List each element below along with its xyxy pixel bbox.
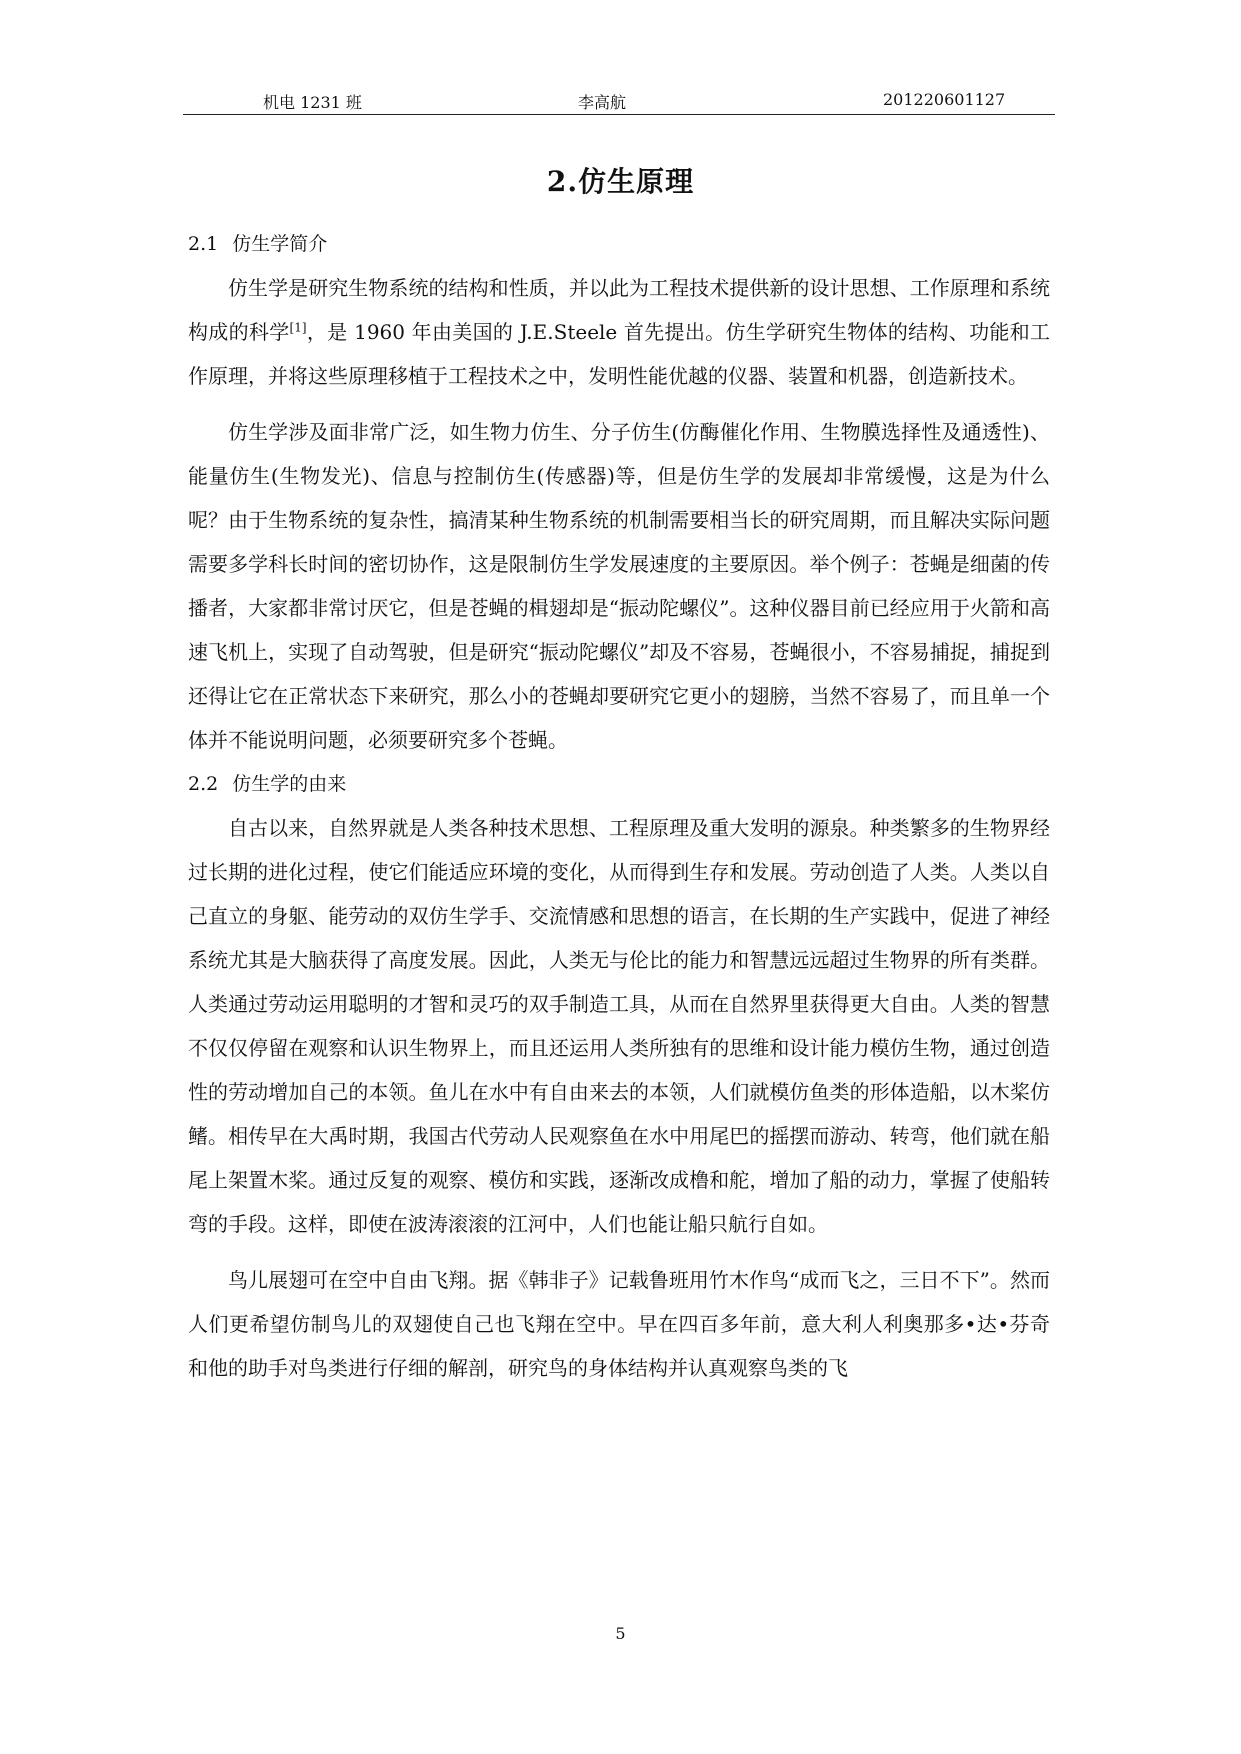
section-title: 仿生学的由来 <box>232 773 347 795</box>
section-number: 2.1 <box>188 233 219 255</box>
section-heading-2-1 <box>188 222 1050 266</box>
header-class-label: 机电 1231 班 <box>263 93 362 112</box>
section-heading-2-2 <box>188 762 1050 806</box>
section-number: 2.2 <box>188 773 219 795</box>
citation-ref: [1] <box>289 320 307 335</box>
section-title: 仿生学简介 <box>232 233 328 255</box>
paragraph: 自古以来，自然界就是人类各种技术思想、工程原理及重大发明的源泉。种类繁多的生物界经过长期的进化过程，使它们能适应环境的变化，从而得到生存和发展。劳动创造了人类。人类以自己直立的身躯、能劳动的双仿生学手、交流情感和思想的语言，在长期的生产实践中，促进了神经系统尤其是大脑获得了高度发展。因此，人类无与伦比的能力和智慧远远超过生物界的所有类群。人类通过劳动运用聪明的才智和灵巧的双手制造工具，从而在自然界里获得更大自由。人类的智慧不仅仅停留在观察和认识生物界上，而且还运用人类所独有的思维和设计能力模仿生物，通过创造性的劳动增加自己的本领。鱼儿在水中有自由来去的本领，人们就模仿鱼类的形体造船，以木桨仿鳍。相传早在大禹时期，我国古代劳动人民观察鱼在水中用尾巴的摇摆而游动、转弯，他们就在船尾上架置木桨。通过反复的观察、模仿和实践，逐渐改成橹和舵，增加了船的动力，掌握了使船转弯的手段。这样，即使在波涛滚滚的江河中，人们也能让船只航行自如。 <box>188 816 1050 1236</box>
paragraph: 鸟儿展翅可在空中自由飞翔。据《韩非子》记载鲁班用竹木作鸟“成而飞之，三日不下”。然而人们更希望仿制鸟儿的双翅使自己也飞翔在空中。早在四百多年前，意大利人利奥那多•达•芬奇和他的助手对鸟类进行仔细的解剖，研究鸟的身体结构并认真观察鸟类的飞 <box>188 1268 1050 1380</box>
body-content <box>188 222 1050 1390</box>
header-author: 李高航 <box>578 93 627 112</box>
paragraph-text: ，是 1960 年由美国的 J.E.Steele 首先提出。仿生学研究生物体的结构、功能和工作原理，并将这些原理移植于工程技术之中，发明性能优越的仪器、装置和机器，创造新技术。 <box>188 320 1051 388</box>
paragraph-text: 仿生学是研究生物系统的结构和性质，并以此为工程技术提供新的设计思想、工作原理和系统构成的科学 <box>188 276 1050 344</box>
page-number: 5 <box>615 1624 626 1643</box>
chapter-title: 2.仿生原理 <box>546 165 695 198</box>
header-student-id: 201220601127 <box>883 90 1006 109</box>
paragraph: 仿生学涉及面非常广泛，如生物力仿生、分子仿生(仿酶催化作用、生物膜选择性及通透性)、能量仿生(生物发光)、信息与控制仿生(传感器)等，但是仿生学的发展却非常缓慢，这是为什么呢？由于生物系统的复杂性，搞清某种生物系统的机制需要相当长的研究周期，而且解决实际问题需要多学科长时间的密切协作，这是限制仿生学发展速度的主要原因。举个例子：苍蝇是细菌的传播者，大家都非常讨厌它，但是苍蝇的楫翅却是“振动陀螺仪”。这种仪器目前已经应用于火箭和高速飞机上，实现了自动驾驶，但是研究“振动陀螺仪”却及不容易，苍蝇很小，不容易捕捉，捕捉到还得让它在正常状态下来研究，那么小的苍蝇却要研究它更小的翅膀，当然不容易了，而且单一个体并不能说明问题，必须要研究多个苍蝇。 <box>188 420 1050 752</box>
page-header <box>183 88 1055 115</box>
paragraph <box>188 266 1050 398</box>
